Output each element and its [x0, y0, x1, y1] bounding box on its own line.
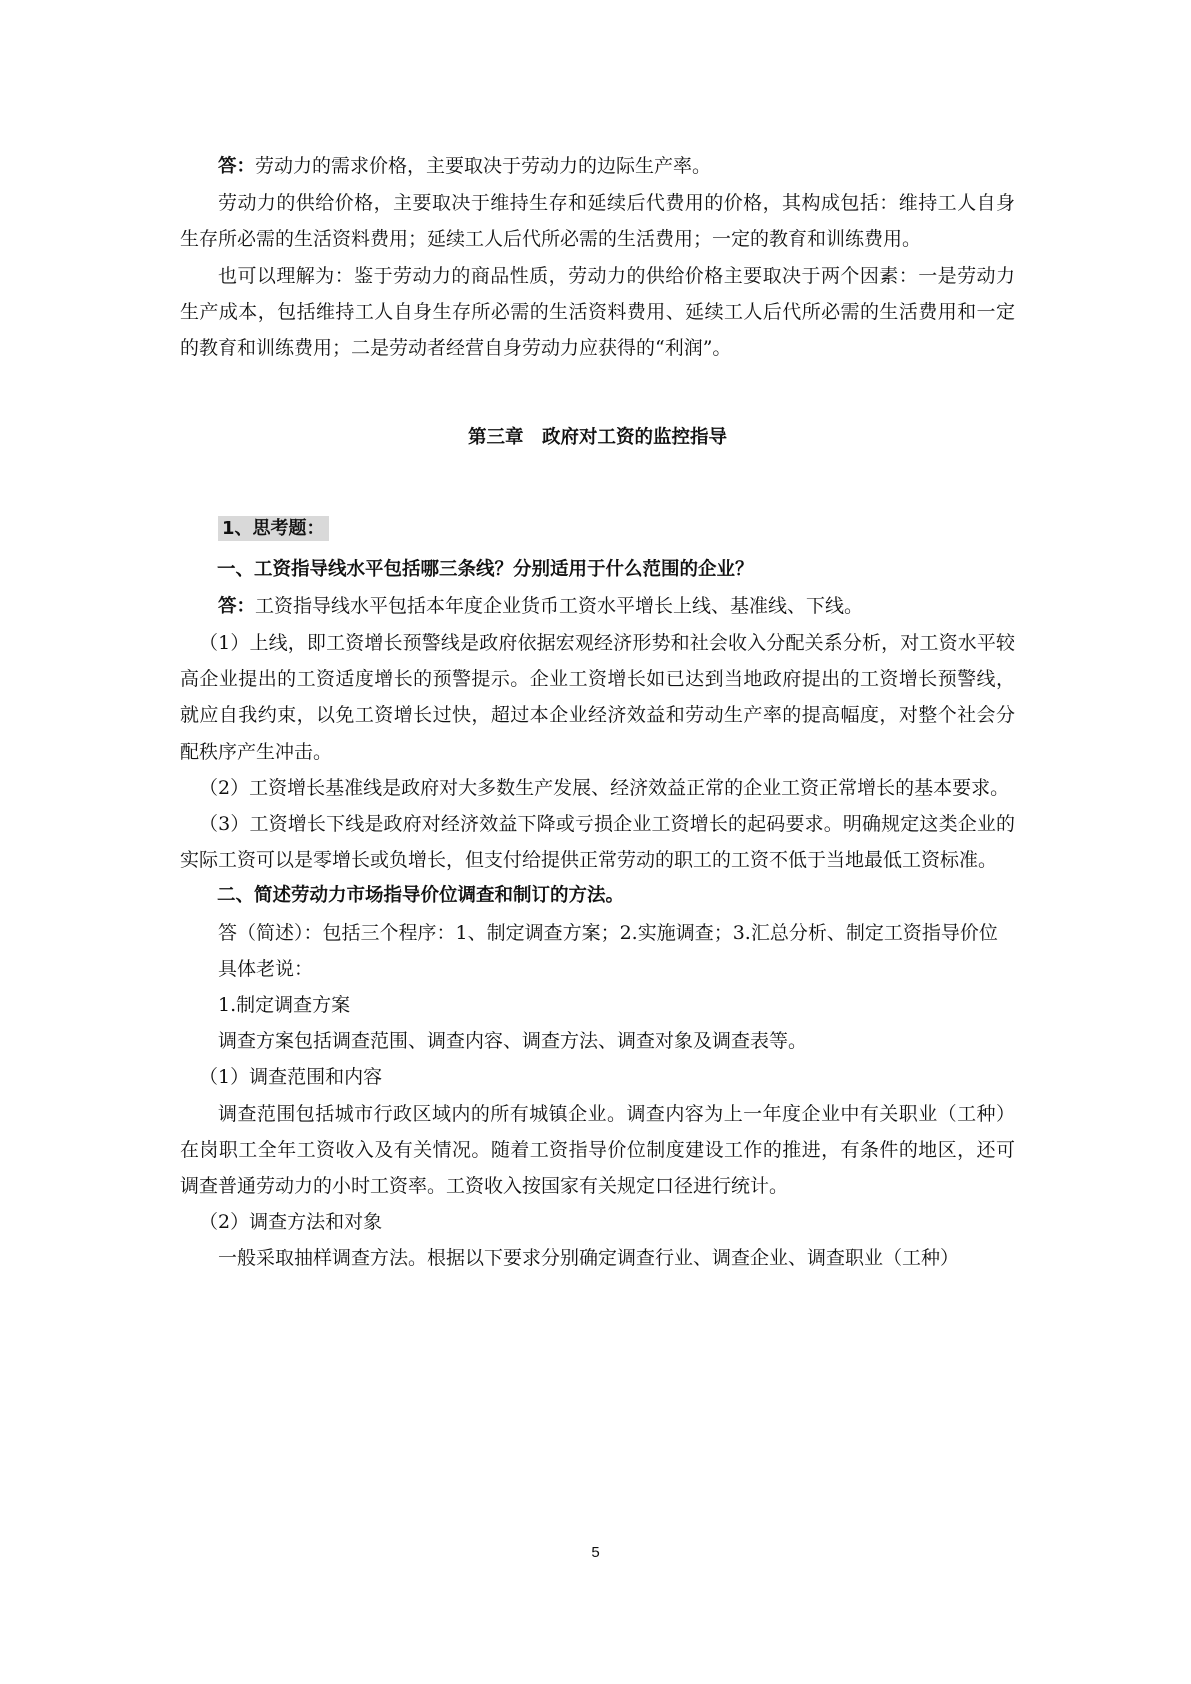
paragraph-answer-demand — [180, 148, 1015, 185]
section-label: 1、思考题： — [218, 516, 329, 541]
question-1-answer — [180, 588, 1015, 625]
answer-lead: 答： — [218, 595, 256, 617]
sub-heading-scope: （1）调查范围和内容 — [199, 1066, 383, 1089]
page-content — [180, 148, 1015, 1277]
question-1-item-upper: （1）上线，即工资增长预警线是政府依据宏观经济形势和社会收入分配关系分析，对工资水平较高企业提出的工资适度增长的预警提示。企业工资增长如已达到当地政府提出的工资增长预警线，就应自我约束，以免工资增长过快，超过本企业经济效益和劳动生产率的提高幅度，对整个社会分配秩序产生冲击。 — [180, 632, 1015, 763]
question-1-item-lower: （3）工资增长下线是政府对经济效益下降或亏损企业工资增长的起码要求。明确规定这类企业的实际工资可以是零增长或负增长，但支付给提供正常劳动的职工的工资不低于当地最低工资标准。 — [180, 813, 1015, 872]
page-number: 5 — [591, 1544, 600, 1561]
step-1-heading: 1.制定调查方案 — [218, 994, 351, 1017]
question-1-item-base: （2）工资增长基准线是政府对大多数生产发展、经济效益正常的企业工资正常增长的基本要求。 — [199, 776, 1010, 799]
answer-lead: 答： — [218, 156, 256, 177]
step-1-description: 调查方案包括调查范围、调查内容、调查方法、调查对象及调查表等。 — [218, 1030, 808, 1053]
chapter-title: 第三章 政府对工资的监控指导 — [467, 427, 727, 449]
sub-scope-description: 调查范围包括城市行政区域内的所有城镇企业。调查内容为上一年度企业中有关职业（工种）在岗职工全年工资收入及有关情况。随着工资指导价位制度建设工作的推进，有条件的地区，还可调查普通劳动力的小时工资率。工资收入按国家有关规定口径进行统计。 — [180, 1102, 1015, 1198]
paragraph-text: 劳动力的需求价格，主要取决于劳动力的边际生产率。 — [255, 155, 712, 177]
section-label-row — [180, 510, 1015, 547]
question-1-title: 一、工资指导线水平包括哪三条线？分别适用于什么范围的企业？ — [217, 558, 754, 580]
sub-heading-method: （2）调查方法和对象 — [199, 1211, 383, 1234]
paragraph-alternative: 也可以理解为：鉴于劳动力的商品性质，劳动力的供给价格主要取决于两个因素：一是劳动力生产成本，包括维持工人自身生存所必需的生活资料费用、延续工人后代所必需的生活费用和一定的教育和训练费用；二是劳动者经营自身劳动力应获得的“利润”。 — [180, 264, 1015, 360]
paragraph-supply-price: 劳动力的供给价格，主要取决于维持生存和延续后代费用的价格，其构成包括：维持工人自身生存所必需的生活资料费用；延续工人后代所必需的生活费用；一定的教育和训练费用。 — [180, 192, 1015, 251]
answer-text: 工资指导线水平包括本年度企业货币工资水平增长上线、基准线、下线。 — [255, 594, 864, 617]
question-2-title: 二、简述劳动力市场指导价位调查和制订的方法。 — [217, 885, 625, 907]
sub-method-description: 一般采取抽样调查方法。根据以下要求分别确定调查行业、调查企业、调查职业（工种） — [218, 1247, 960, 1270]
question-2-answer: 答（简述）：包括三个程序：1、制定调查方案；2.实施调查；3.汇总分析、制定工资指导价位 — [218, 921, 998, 944]
question-2-detail-label: 具体老说： — [218, 957, 314, 980]
